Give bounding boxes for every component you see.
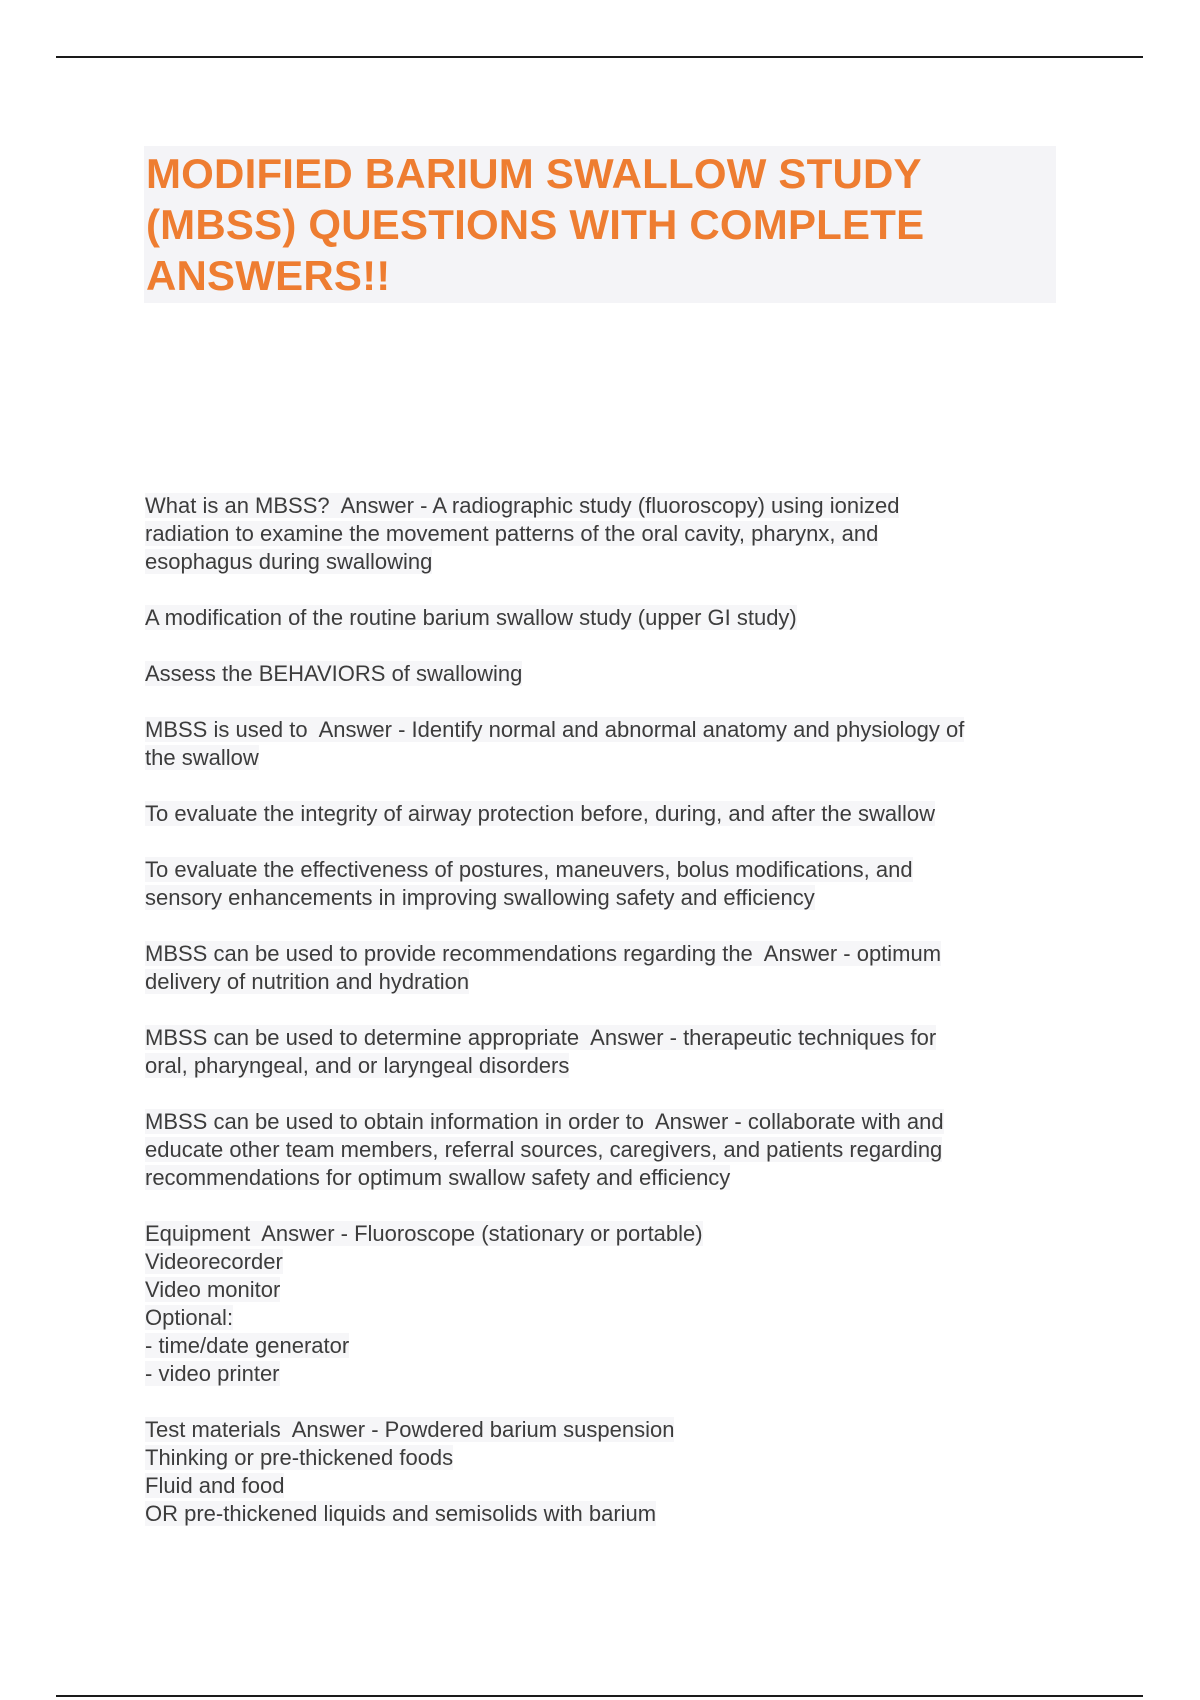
qa-paragraph	[145, 1024, 1065, 1080]
qa-paragraph	[145, 660, 1065, 688]
text-line: What is an MBSS? Answer - A radiographic study (fluoroscopy) using ionized	[145, 493, 900, 518]
document-title	[146, 148, 1056, 301]
text-line: To evaluate the effectiveness of postures, maneuvers, bolus modifications, and	[145, 857, 913, 882]
qa-paragraph	[145, 1108, 1065, 1192]
text-line: To evaluate the integrity of airway protection before, during, and after the swallow	[145, 801, 936, 826]
text-line: Videorecorder	[145, 1249, 283, 1274]
text-line: Optional:	[145, 1305, 234, 1330]
text-line: Fluid and food	[145, 1473, 285, 1498]
bottom-rule	[56, 1695, 1143, 1697]
text-line: MBSS can be used to obtain information in order to Answer - collaborate with and	[145, 1109, 944, 1134]
text-line: recommendations for optimum swallow safety and efficiency	[145, 1165, 731, 1190]
text-line: MBSS is used to Answer - Identify normal and abnormal anatomy and physiology of	[145, 717, 965, 742]
text-line: educate other team members, referral sources, caregivers, and patients regarding	[145, 1137, 943, 1162]
title-line: MODIFIED BARIUM SWALLOW STUDY	[146, 150, 922, 197]
text-line: Thinking or pre-thickened foods	[145, 1445, 454, 1470]
qa-paragraph	[145, 1416, 1065, 1528]
top-rule	[56, 56, 1143, 58]
text-line: the swallow	[145, 745, 259, 770]
qa-paragraph	[145, 800, 1065, 828]
document-title-block	[144, 146, 1056, 303]
text-line: radiation to examine the movement patterns of the oral cavity, pharynx, and	[145, 521, 879, 546]
text-line: Test materials Answer - Powdered barium suspension	[145, 1417, 675, 1442]
qa-paragraph	[145, 716, 1065, 772]
qa-paragraph	[145, 940, 1065, 996]
qa-paragraph	[145, 604, 1065, 632]
title-line: (MBSS) QUESTIONS WITH COMPLETE	[146, 201, 925, 248]
text-line: OR pre-thickened liquids and semisolids with barium	[145, 1501, 657, 1526]
text-line: Video monitor	[145, 1277, 281, 1302]
text-line: MBSS can be used to determine appropriate Answer - therapeutic techniques for	[145, 1025, 937, 1050]
text-line: Equipment Answer - Fluoroscope (stationary or portable)	[145, 1221, 703, 1246]
text-line: esophagus during swallowing	[145, 549, 433, 574]
qa-paragraph	[145, 856, 1065, 912]
text-line: delivery of nutrition and hydration	[145, 969, 470, 994]
qa-paragraph	[145, 1220, 1065, 1388]
document-body	[145, 492, 1065, 1556]
text-line: Assess the BEHAVIORS of swallowing	[145, 661, 523, 686]
qa-paragraph	[145, 492, 1065, 576]
title-line: ANSWERS!!	[146, 252, 391, 299]
text-line: oral, pharyngeal, and or laryngeal disorders	[145, 1053, 570, 1078]
text-line: - time/date generator	[145, 1333, 350, 1358]
text-line: MBSS can be used to provide recommendations regarding the Answer - optimum	[145, 941, 942, 966]
text-line: A modification of the routine barium swallow study (upper GI study)	[145, 605, 797, 630]
text-line: sensory enhancements in improving swallowing safety and efficiency	[145, 885, 815, 910]
text-line: - video printer	[145, 1361, 280, 1386]
